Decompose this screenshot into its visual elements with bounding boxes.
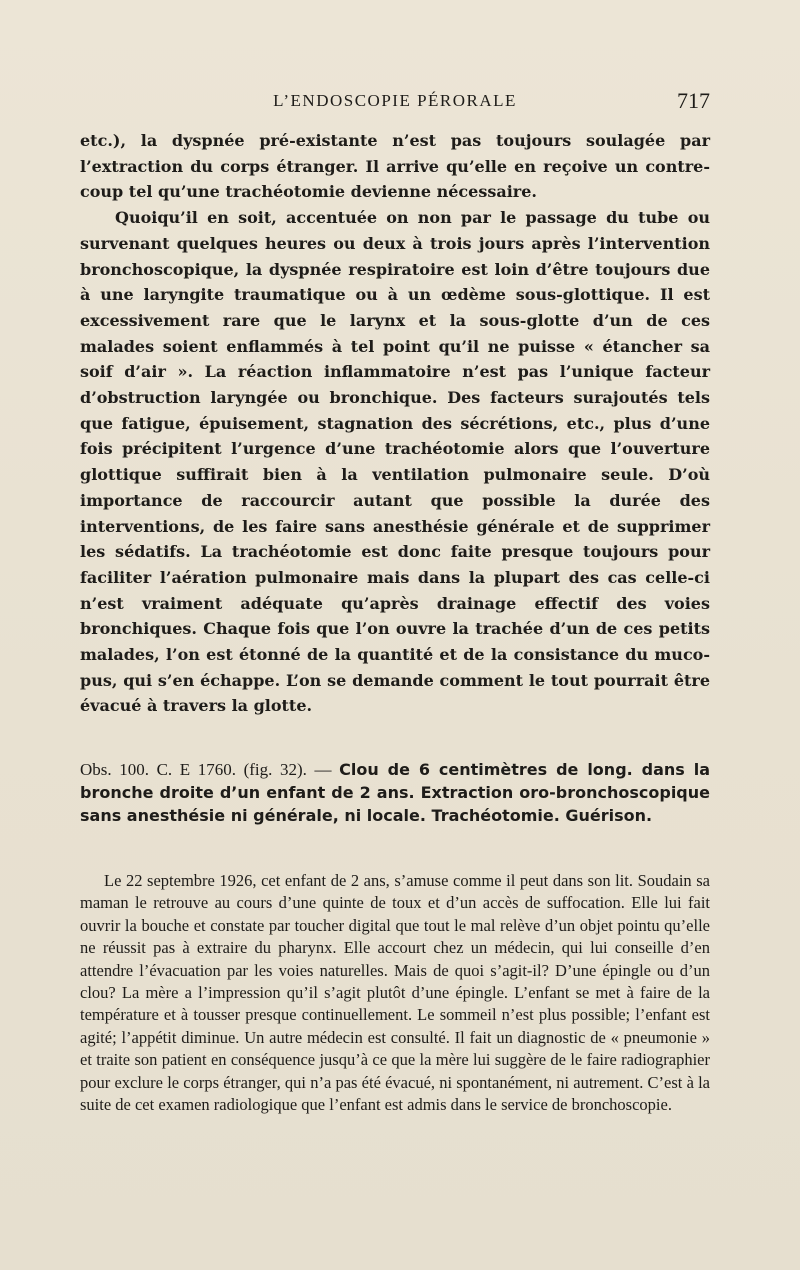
main-text xyxy=(80,128,710,719)
case-paragraph: Le 22 septembre 1926, cet enfant de 2 ans, s’amuse comme il peut dans son lit. Soudain sa maman le retrouve au cours d’une quinte de toux et d’un accès de suffocation. Elle lui fait ouvrir la bouche et constate par toucher digital que tout le mal relève d’un objet pointu qu’elle ne réussit pas à extraire du pharynx. Elle accourt chez un médecin, qui lui conseille d’en attendre l’évacuation par les voies naturelles. Mais de quoi s’agit-il? D’une épingle ou d’un clou? La mère a l’impression qu’il s’agit plutôt d’une épingle. L’enfant se met à faire de la température et à tousser presque continuellement. Le sommeil n’est plus possible; l’enfant est agité; l’appétit diminue. Un autre médecin est consulté. Il fait un diagnostic de « pneumonie » et traite son patient en conséquence jusqu’à ce que la mère lui suggère de le faire radiographier pour exclure le corps étranger, qui n’a pas été évacué, ni spontanément, ni autrement. C’est à la suite de cet examen radiologique que l’enfant est admis dans le service de bronchoscopie. xyxy=(80,871,710,1115)
observation-reference: Obs. 100. C. E 1760. (fig. 32). — xyxy=(80,760,340,779)
page-number: 717 xyxy=(677,88,710,113)
paragraph-dyspnea: Quoiqu’il en soit, accentuée on non par le passage du tube ou survenant quelques heures ou deux à trois jours après l’intervention bronchoscopique, la dyspnée respiratoire est loin d’être toujours due à une laryngite traumatique ou à un œdème sous-glottique. Il est excessivement rare que le larynx et la sous-glotte d’un de ces malades soient enflammés à tel point qu’il ne puisse « étancher sa soif d’air ». La réaction inflammatoire n’est pas l’unique facteur d’obstruction laryngée ou bronchique. Des facteurs surajoutés tels que fatigue, épuisement, stagnation des sécrétions, etc., plus d’une fois précipitent l’urgence d’une trachéotomie alors que l’ouverture glottique suffirait bien à la ventilation pulmonaire seule. D’où importance de raccourcir autant que possible la durée des interventions, de les faire sans anesthésie générale et de supprimer les sédatifs. La trachéotomie est donc faite presque toujours pour faciliter l’aération pulmonaire mais dans la plupart des cas celle-ci n’est vraiment adéquate qu’après drainage effectif des voies bronchiques. Chaque fois que l’on ouvre la trachée d’un de ces petits malades, l’on est étonné de la quantité et de la consistance du muco-pus, qui s’en échappe. L’on se demande comment le tout pourrait être évacué à travers la glotte. xyxy=(80,208,710,716)
page-header xyxy=(80,88,710,116)
paragraph-continuation: etc.), la dyspnée pré-existante n’est pas toujours soulagée par l’extraction du corps étranger. Il arrive qu’elle en reçoive un contre-coup tel qu’une trachéotomie devienne nécessaire. xyxy=(80,131,710,202)
case-report xyxy=(80,870,710,1116)
observation-heading xyxy=(80,758,710,827)
running-title: L’ENDOSCOPIE PÉRORALE xyxy=(273,91,517,110)
observation-title: Clou de 6 centimètres de long. dans la bronche droite d’un enfant de 2 ans. Extraction oro-bronchoscopique sans anesthésie ni générale, ni locale. Trachéotomie. Guérison. xyxy=(80,760,710,825)
